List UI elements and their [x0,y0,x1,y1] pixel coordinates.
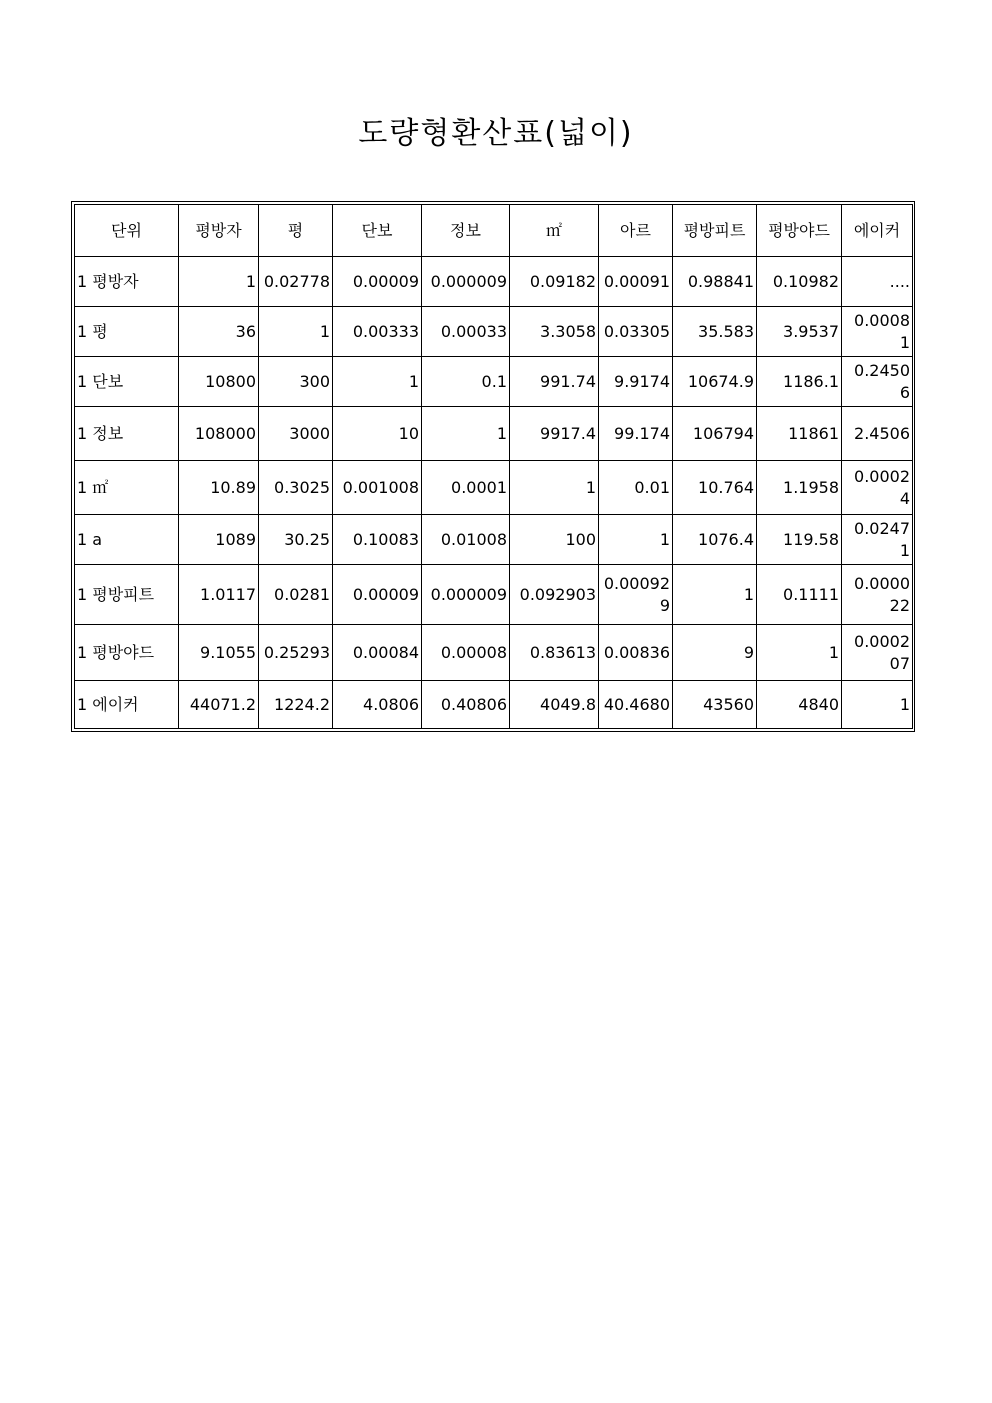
table-cell: 1 [333,357,422,407]
table-cell: 0.00091 [599,257,673,307]
table-cell: 10800 [179,357,259,407]
table-cell: 1 [422,407,510,461]
table-cell: 0.00009 [333,565,422,625]
table-cell: 1.0117 [179,565,259,625]
column-header: 평방야드 [757,205,842,257]
table-cell: 0.00084 [333,625,422,681]
table-row [75,515,913,565]
row-label: 1 평방야드 [75,625,179,681]
column-header: 평 [259,205,333,257]
table-row [75,407,913,461]
page-title: 도량형환산표(넓이) [358,116,634,151]
table-cell: 106794 [673,407,757,461]
table-cell: .... [842,257,913,307]
table-cell: 1 [179,257,259,307]
table-cell: 1 [673,565,757,625]
table-cell: 0.00333 [333,307,422,357]
table-cell: 1.1958 [757,461,842,515]
table-cell: 119.58 [757,515,842,565]
column-header: ㎡ [510,205,599,257]
row-label: 1 평 [75,307,179,357]
table-cell: 0.000009 [422,565,510,625]
column-header: 단위 [75,205,179,257]
table-cell: 1089 [179,515,259,565]
table-row [75,681,913,729]
table-cell: 1 [259,307,333,357]
table-row [75,257,913,307]
table-cell: 4049.8 [510,681,599,729]
table-cell: 30.25 [259,515,333,565]
table-cell: 0.00836 [599,625,673,681]
row-label: 1 평방자 [75,257,179,307]
row-label: 1 ㎡ [75,461,179,515]
table-cell: 10.764 [673,461,757,515]
table-cell: 0.09182 [510,257,599,307]
column-header: 평방피트 [673,205,757,257]
row-label: 1 에이커 [75,681,179,729]
table-cell: 9917.4 [510,407,599,461]
table-cell: 0.03305 [599,307,673,357]
table-cell: 9 [673,625,757,681]
table-cell: 2.4506 [842,407,913,461]
table-cell: 0.000207 [842,625,913,681]
table-cell: 0.000009 [422,257,510,307]
table-cell: 0.02471 [842,515,913,565]
table-cell: 10 [333,407,422,461]
row-label: 1 a [75,515,179,565]
table-cell: 35.583 [673,307,757,357]
table-row [75,307,913,357]
table-cell: 0.10982 [757,257,842,307]
row-label: 1 단보 [75,357,179,407]
column-header: 정보 [422,205,510,257]
table-row [75,461,913,515]
table-cell: 1224.2 [259,681,333,729]
table-cell: 0.98841 [673,257,757,307]
row-label: 1 평방피트 [75,565,179,625]
table-cell: 0.00024 [842,461,913,515]
table-row [75,357,913,407]
table-cell: 0.0281 [259,565,333,625]
table-cell: 4840 [757,681,842,729]
table-cell: 9.9174 [599,357,673,407]
table-cell: 0.24506 [842,357,913,407]
table-cell: 0.25293 [259,625,333,681]
table-cell: 0.0001 [422,461,510,515]
table-cell: 0.00033 [422,307,510,357]
table-cell: 0.01008 [422,515,510,565]
table-row [75,565,913,625]
table-cell: 991.74 [510,357,599,407]
table-cell: 3.3058 [510,307,599,357]
table-cell: 36 [179,307,259,357]
conversion-table [74,204,913,729]
table-cell: 1186.1 [757,357,842,407]
table-cell: 0.1 [422,357,510,407]
table-cell: 0.00009 [333,257,422,307]
table-cell: 0.40806 [422,681,510,729]
table-cell: 0.01 [599,461,673,515]
table-cell: 3000 [259,407,333,461]
table-cell: 1 [510,461,599,515]
table-cell: 0.000929 [599,565,673,625]
table-row [75,625,913,681]
conversion-table-frame [71,201,915,732]
table-cell: 1 [842,681,913,729]
table-cell: 99.174 [599,407,673,461]
column-header: 평방자 [179,205,259,257]
table-cell: 0.001008 [333,461,422,515]
table-cell: 1 [599,515,673,565]
table-cell: 0.000022 [842,565,913,625]
column-header: 아르 [599,205,673,257]
column-header: 에이커 [842,205,913,257]
table-cell: 11861 [757,407,842,461]
table-cell: 4.0806 [333,681,422,729]
table-cell: 3.9537 [757,307,842,357]
table-cell: 9.1055 [179,625,259,681]
table-cell: 1 [757,625,842,681]
table-cell: 300 [259,357,333,407]
table-cell: 43560 [673,681,757,729]
table-cell: 108000 [179,407,259,461]
table-cell: 40.4680 [599,681,673,729]
table-cell: 0.10083 [333,515,422,565]
table-cell: 0.02778 [259,257,333,307]
table-cell: 100 [510,515,599,565]
table-cell: 10.89 [179,461,259,515]
table-cell: 10674.9 [673,357,757,407]
table-cell: 0.092903 [510,565,599,625]
table-cell: 0.00081 [842,307,913,357]
table-cell: 0.00008 [422,625,510,681]
header-row [75,205,913,257]
row-label: 1 정보 [75,407,179,461]
table-cell: 0.1111 [757,565,842,625]
table-cell: 44071.2 [179,681,259,729]
table-cell: 1076.4 [673,515,757,565]
table-cell: 0.3025 [259,461,333,515]
table-cell: 0.83613 [510,625,599,681]
column-header: 단보 [333,205,422,257]
